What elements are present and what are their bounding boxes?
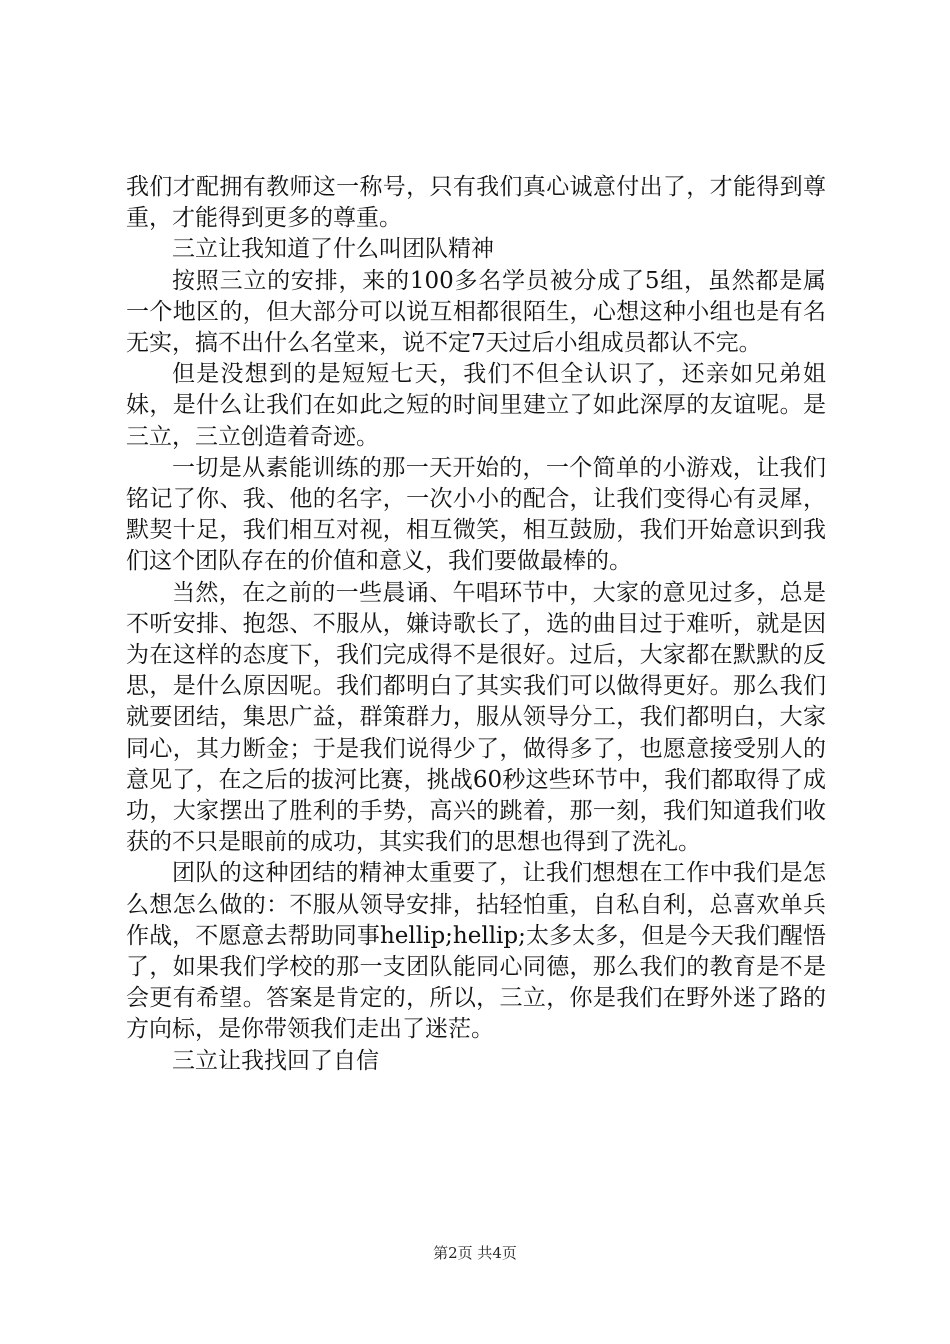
paragraph: 但是没想到的是短短七天，我们不但全认识了，还亲如兄弟姐妹，是什么让我们在如此之短的时间里建立了如此深厚的友谊呢。是三立，三立创造着奇迹。 (126, 361, 826, 450)
paragraph: 一切是从素能训练的那一天开始的，一个简单的小游戏，让我们铭记了你、我、他的名字，一次小小的配合，让我们变得心有灵犀，默契十足，我们相互对视，相互微笑，相互鼓励，我们开始意识到我们这个团队存在的价值和意义，我们要做最棒的。 (126, 454, 826, 575)
paragraph: 按照三立的安排，来的100多名学员被分成了5组，虽然都是属一个地区的，但大部分可以说互相都很陌生，心想这种小组也是有名无实，搞不出什么名堂来，说不定7天过后小组成员都认不完。 (126, 267, 826, 357)
page-number-footer: 第2页 共4页 (433, 1244, 517, 1262)
section-heading-confidence: 三立让我找回了自信 (172, 1047, 379, 1074)
document-body (126, 172, 826, 1077)
paragraph: 团队的这种团结的精神太重要了，让我们想想在工作中我们是怎么想怎么做的：不服从领导安排，拈轻怕重，自私自利，总喜欢单兵作战，不愿意去帮助同事hellip;hellip;太多太多，但是今天我们醒悟了，如果我们学校的那一支团队能同心同德，那么我们的教育是不是会更有希望。答案是肯定的，所以，三立，你是我们在野外迷了路的方向标，是你带领我们走出了迷茫。 (126, 860, 826, 1043)
section-heading-team-spirit: 三立让我知道了什么叫团队精神 (172, 236, 494, 263)
paragraph-continuation: 我们才配拥有教师这一称号，只有我们真心诚意付出了，才能得到尊重，才能得到更多的尊重。 (126, 174, 826, 232)
paragraph: 当然，在之前的一些晨诵、午唱环节中，大家的意见过多，总是不听安排、抱怨、不服从，嫌诗歌长了，选的曲目过于难听，就是因为在这样的态度下，我们完成得不是很好。过后，大家都在默默的反思，是什么原因呢。我们都明白了其实我们可以做得更好。那么我们就要团结，集思广益，群策群力，服从领导分工，我们都明白，大家同心，其力断金；于是我们说得少了，做得多了，也愿意接受别人的意见了，在之后的拔河比赛，挑战60秒这些环节中，我们都取得了成功，大家摆出了胜利的手势，高兴的跳着，那一刻，我们知道我们收获的不只是眼前的成功，其实我们的思想也得到了洗礼。 (126, 579, 826, 856)
